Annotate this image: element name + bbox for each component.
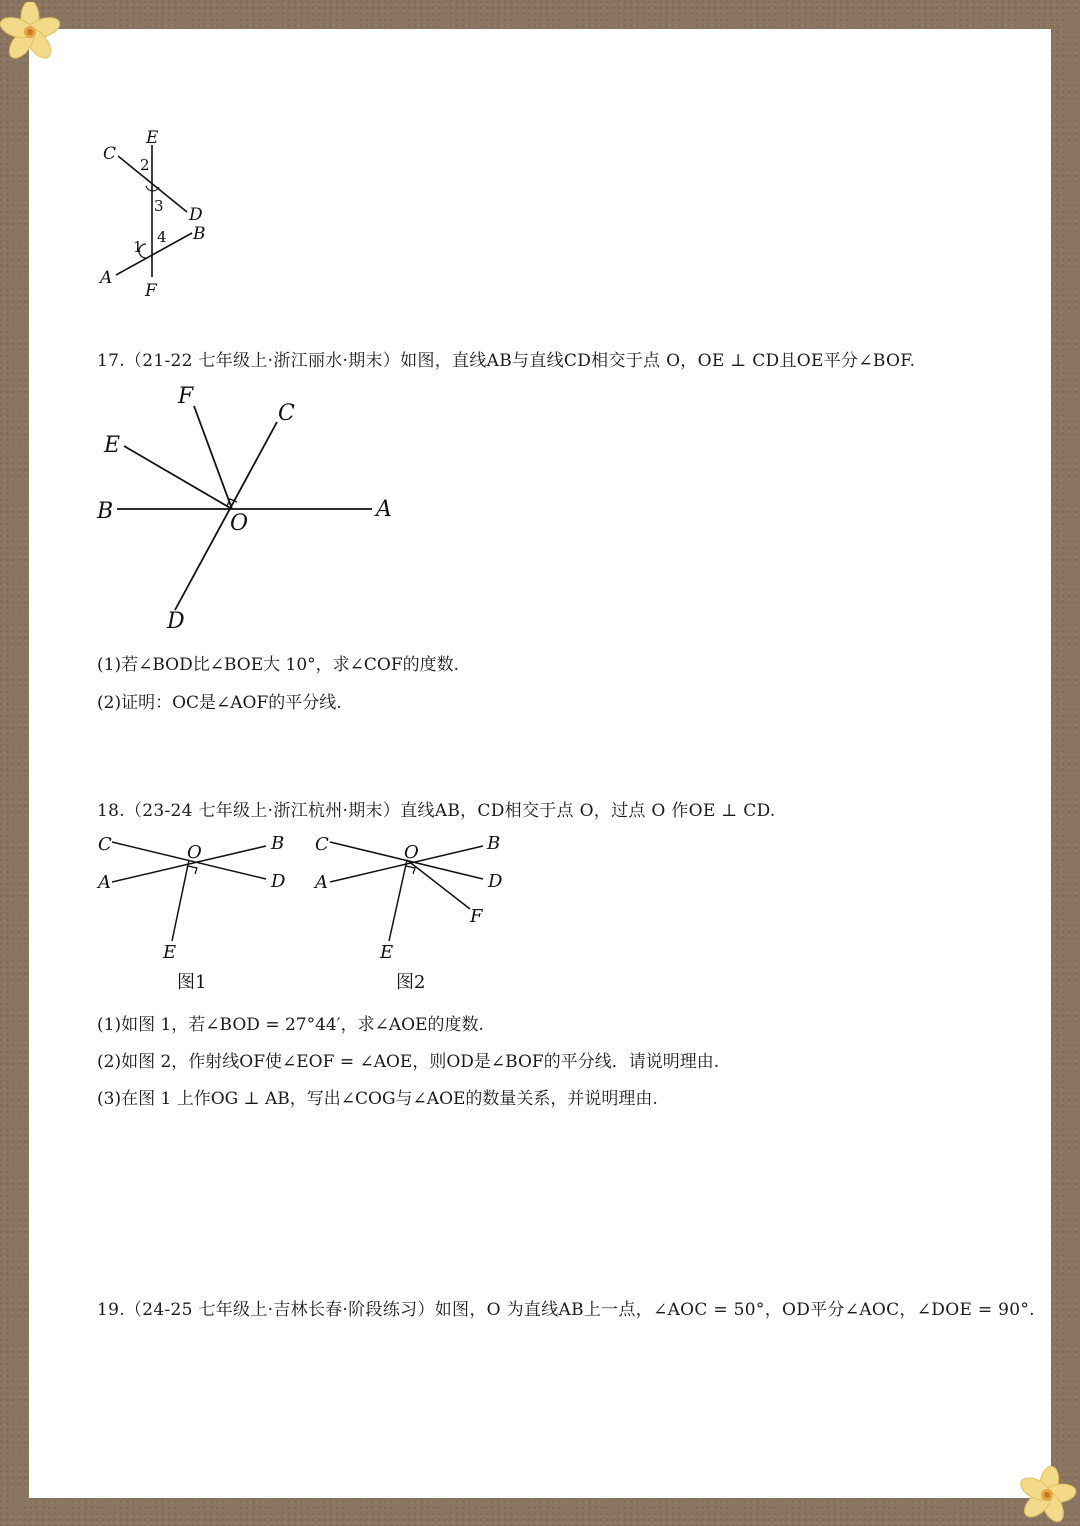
question-18-part-1: (1)如图 1，若∠BOD = 27°44′，求∠AOE的度数. xyxy=(97,1015,484,1035)
fig1-label-o: O xyxy=(187,842,202,863)
label-o: O xyxy=(230,511,249,536)
fig2-label-f: F xyxy=(470,906,483,927)
figure-17-diagram xyxy=(90,380,410,635)
label-f: F xyxy=(145,281,157,301)
label-f: F xyxy=(178,384,194,409)
flower-decoration-bottom-right xyxy=(1016,1464,1078,1526)
question-17-part-1: (1)若∠BOD比∠BOE大 10°，求∠COF的度数. xyxy=(97,655,460,675)
label-c: C xyxy=(103,144,117,164)
fig1-label-a: A xyxy=(98,872,111,893)
label-d: D xyxy=(189,205,203,225)
fig2-label-d: D xyxy=(488,871,503,892)
angle-3: 3 xyxy=(154,197,164,215)
question-18-part-2: (2)如图 2，作射线OF使∠EOF = ∠AOE，则OD是∠BOF的平分线．请说明理由. xyxy=(97,1052,720,1072)
question-19-title: 19.（24-25 七年级上·吉林长春·阶段练习）如图，O 为直线AB上一点，∠AOC = 50°，OD平分∠AOC，∠DOE = 90°. xyxy=(97,1300,1035,1320)
figure-16-diagram xyxy=(90,120,230,305)
label-d: D xyxy=(167,609,185,634)
fig2-label-b: B xyxy=(487,833,501,854)
label-c: C xyxy=(278,401,295,426)
angle-1: 1 xyxy=(133,238,143,256)
fig2-label-c: C xyxy=(315,834,329,855)
label-a: A xyxy=(100,268,113,288)
fig1-label-d: D xyxy=(271,871,286,892)
question-18-part-3: (3)在图 1 上作OG ⊥ AB，写出∠COG与∠AOE的数量关系，并说明理由. xyxy=(97,1089,658,1109)
fig2-label-e: E xyxy=(380,942,394,963)
flower-decoration-top-left xyxy=(0,2,64,66)
angle-2: 2 xyxy=(140,156,150,174)
fig2-ray-of xyxy=(407,860,470,909)
label-b: B xyxy=(97,499,114,524)
fig1-label-b: B xyxy=(271,833,285,854)
label-b: B xyxy=(193,224,206,244)
fig2-label-o: O xyxy=(404,842,419,863)
fig1-label-e: E xyxy=(163,942,177,963)
question-18-title: 18.（23-24 七年级上·浙江杭州·期末）直线AB，CD相交于点 O，过点 O 作OE ⊥ CD. xyxy=(97,801,776,821)
ray-oe xyxy=(124,446,232,509)
question-17-title: 17.（21-22 七年级上·浙江丽水·期末）如图，直线AB与直线CD相交于点 O，OE ⊥ CD且OE平分∠BOF. xyxy=(97,351,916,371)
question-17-part-2: (2)证明：OC是∠AOF的平分线. xyxy=(97,693,342,713)
fig1-ray-oe xyxy=(172,860,189,941)
line-cd xyxy=(175,422,277,610)
angle-4: 4 xyxy=(157,228,167,246)
fig2-caption: 图2 xyxy=(396,972,426,993)
figure-18-diagram xyxy=(90,826,520,996)
fig2-label-a: A xyxy=(315,872,328,893)
label-e: E xyxy=(146,128,159,148)
ray-of xyxy=(194,406,232,509)
fig1-caption: 图1 xyxy=(177,972,207,993)
label-e: E xyxy=(104,433,121,458)
label-a: A xyxy=(376,497,392,522)
fig1-label-c: C xyxy=(98,834,112,855)
fig2-ray-oe xyxy=(389,860,407,941)
line-ab xyxy=(116,233,192,275)
